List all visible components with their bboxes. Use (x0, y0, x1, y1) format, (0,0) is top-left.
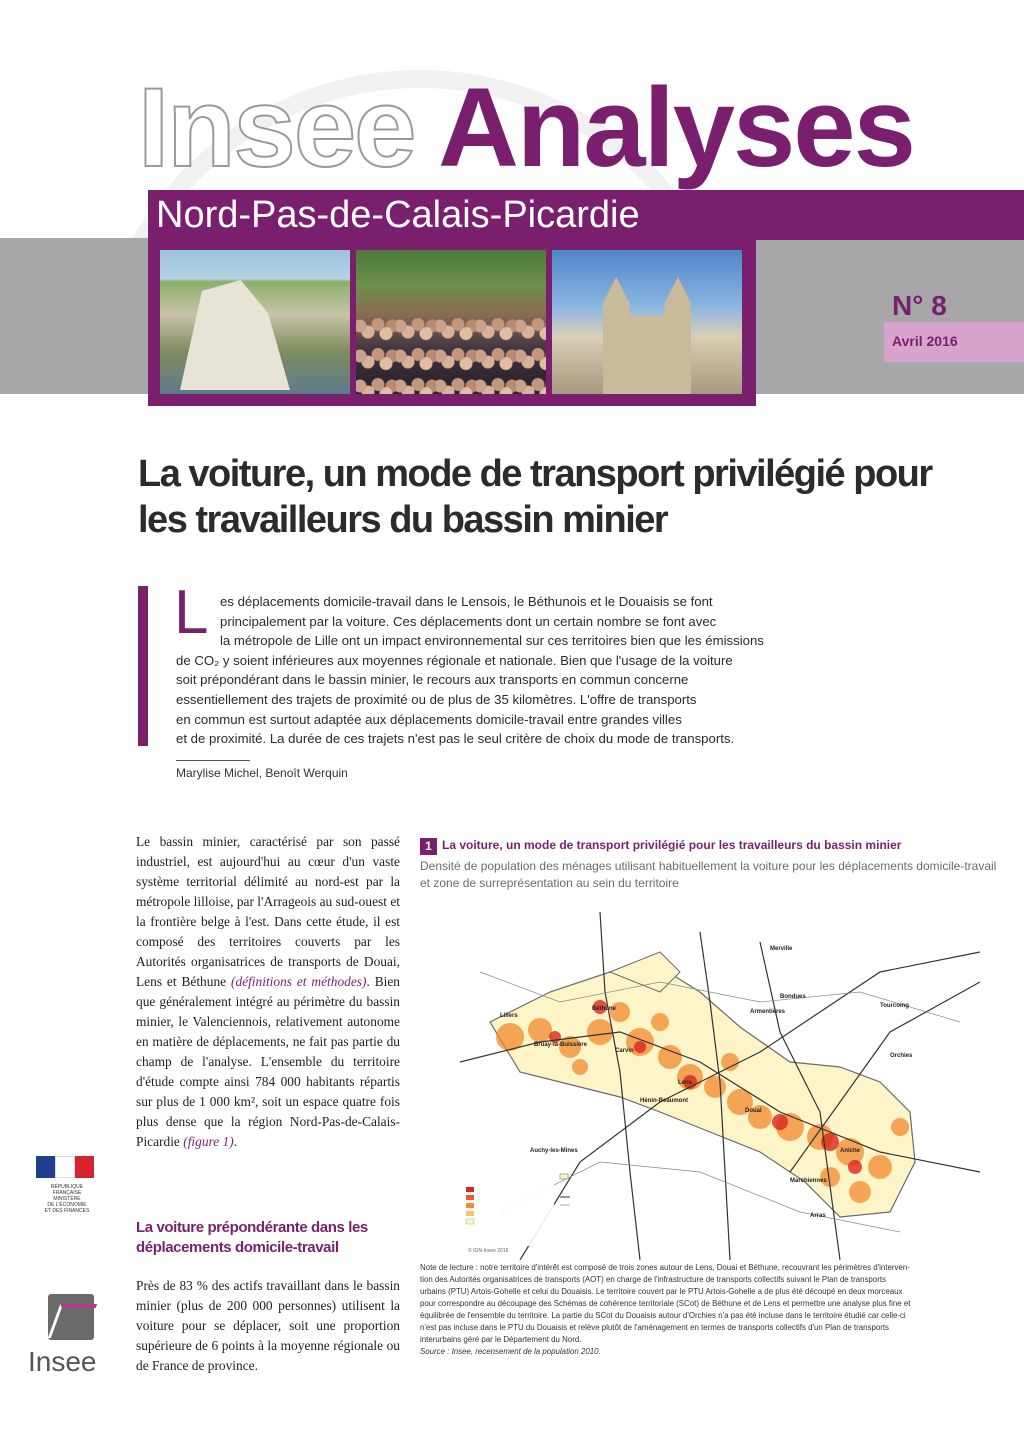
figure-subtitle: Densité de population des ménages utilisant habituellement la voiture pour les déplacements domicile-travail et zone de surreprésentation au sein du territoire (420, 859, 997, 890)
map-label: Bondues (780, 994, 806, 1000)
authors: Marylise Michel, Benoît Werquin (176, 766, 348, 780)
issue-number: N° 8 (892, 290, 947, 321)
map-label: Lens (678, 1080, 693, 1086)
republic-logo (36, 1156, 98, 1246)
figure-source: Source : Insee, recensement de la population 2010. (420, 1347, 601, 1356)
density-map (460, 912, 980, 1260)
map-label: Carvin (615, 1048, 634, 1054)
photo-cliffs (160, 250, 350, 394)
map-label: Béthune (592, 1006, 616, 1012)
map-label: Tourcoing (880, 1003, 909, 1009)
intro-line: et de proximité. La durée de ces trajets n'est pas le seul critère de choix du mode de transports. (176, 731, 735, 747)
map-label: Hénin-Beaumont (640, 1098, 688, 1104)
map-label: Merville (770, 946, 793, 952)
map-label: Lillers (500, 1013, 518, 1019)
intro-line: es déplacements domicile-travail dans le Lensois, le Béthunois et le Douaisis se font (220, 594, 713, 609)
map-label: Douai (745, 1108, 762, 1114)
map-label: Aniche (840, 1148, 861, 1154)
map-label: Auchy-les-Mines (530, 1148, 578, 1154)
figure-title: La voiture, un mode de transport privilégié pour les travailleurs du bassin minier (442, 838, 902, 852)
figure-note: Note de lecture : notre territoire d'intérêt est composé de trois zones autour de Lens, Douai et Béthune, recouvrant les périmètres d'interven- tion des Autorités organisatrices de transports (AOT) en charge de l'infrastructure de transports collectifs suivant le Plan de transports urbains (PTU) Artois-Gohelle et celui du Douaisis. Le territoire couvert par le PTU Artois-Gohelle a de plus été découpé en deux morceaux pour correspondre au découpage des Schémas de cohérence territoriale (SCot) de Béthune et de Lens et permettre une analyse plus fine et équilibrée de l'ensemble du territoire. La partie du SCot du Douaisis autour d'Orchies n'a pas été incluse dans le territoire étudié car celle-ci n'est pas incluse dans le PTU du Douaisis et relève plutôt de l'aménagement en termes de transports collectifs d'un Plan de transports interurbains géré par le Département du Nord. Source : Insee, recensement de la population 2010. (420, 1262, 1006, 1358)
brand-insee: Insee (138, 65, 415, 190)
authors-rule (176, 760, 250, 761)
insee-emblem-icon (48, 1294, 94, 1340)
intro-accent-bar (138, 586, 148, 746)
body-paragraph-2: Près de 83 % des actifs travaillant dans le bassin minier (plus de 200 000 personnes) utilisent la voiture pour se déplacer, soit une proportion supérieure de 6 points à la moyenne régionale ou de France de province. (136, 1278, 400, 1373)
intro-line: la métropole de Lille ont un impact environnemental sur ces territoires bien que les émissions (220, 633, 764, 649)
photo-crowd (356, 250, 546, 394)
map-label: Bruay-la-Buissière (534, 1042, 588, 1048)
figure-number: 1 (420, 838, 437, 855)
body-paragraph-1: Le bassin minier, caractérisé par son passé industriel, est aujourd'hui au cœur d'un vaste système territorial délimité au nord-est par la métropole lilloise, par l'Arrageois au sud-ouest et la frontière belge à l'est. Dans cette étude, il est composé des territoires couverts par les Autorités organisatrices de transports de Douai, Lens et Béthune (définitions et méthodes). Bien que généralement intégré au périmètre du bassin minier, le Valenciennois, relativement autonome en matière de déplacements, ne fait pas partie du champ de l'analyse. L'ensemble du territoire d'étude compte ainsi 784 000 habitants répartis sur plus de 1 000 km², soit un espace quatre fois plus dense que la région Nord-Pas-de-Calais-Picardie (figure 1). (136, 834, 400, 1149)
definitions-link[interactable]: (définitions et méthodes) (230, 974, 367, 989)
intro-line: principalement par la voiture. Ces déplacements dont un certain nombre se font avec (220, 613, 717, 629)
intro-line: soit prépondérant dans le bassin minier, le recours aux transports en commun concerne (176, 672, 689, 688)
map-label: Orchies (890, 1053, 913, 1059)
article-title: La voiture, un mode de transport privilégié pour les travailleurs du bassin minier (138, 453, 932, 541)
flag-icon (36, 1156, 94, 1178)
brand-analyses: Analyses (438, 65, 914, 190)
insee-logo-word: Insee (28, 1346, 97, 1377)
map-label: Arras (810, 1213, 826, 1219)
issue-date: Avril 2016 (892, 333, 958, 349)
section-subheading: La voiture prépondérante dans les déplacements domicile-travail (136, 1219, 368, 1256)
intro-line: essentiellement des trajets de proximité ou de plus de 35 kilomètres. L'offre de transports (176, 691, 697, 707)
republic-text: RÉPUBLIQUE FRANÇAISE MINISTÈRE DE L'ÉCONOMIE ET DES FINANCES (44, 1184, 90, 1214)
figure-link[interactable]: (figure 1) (183, 1134, 234, 1149)
intro-line: de CO₂ y soient inférieures aux moyennes régionale et nationale. Bien que l'usage de la voiture (176, 652, 733, 668)
photo-cathedral (552, 250, 742, 394)
map-label: Marchiennes (790, 1178, 827, 1184)
map-credit: © IGN-Insee 2016 (468, 1248, 509, 1254)
region-name: Nord-Pas-de-Calais-Picardie (156, 194, 640, 236)
intro-paragraph (176, 592, 876, 749)
map-label: Armentières (750, 1009, 786, 1015)
intro-line: en commun est surtout adaptée aux déplacements domicile-travail entre grandes villes (176, 711, 682, 727)
intro-dropcap: L (174, 578, 209, 647)
insee-logo (28, 1294, 110, 1384)
